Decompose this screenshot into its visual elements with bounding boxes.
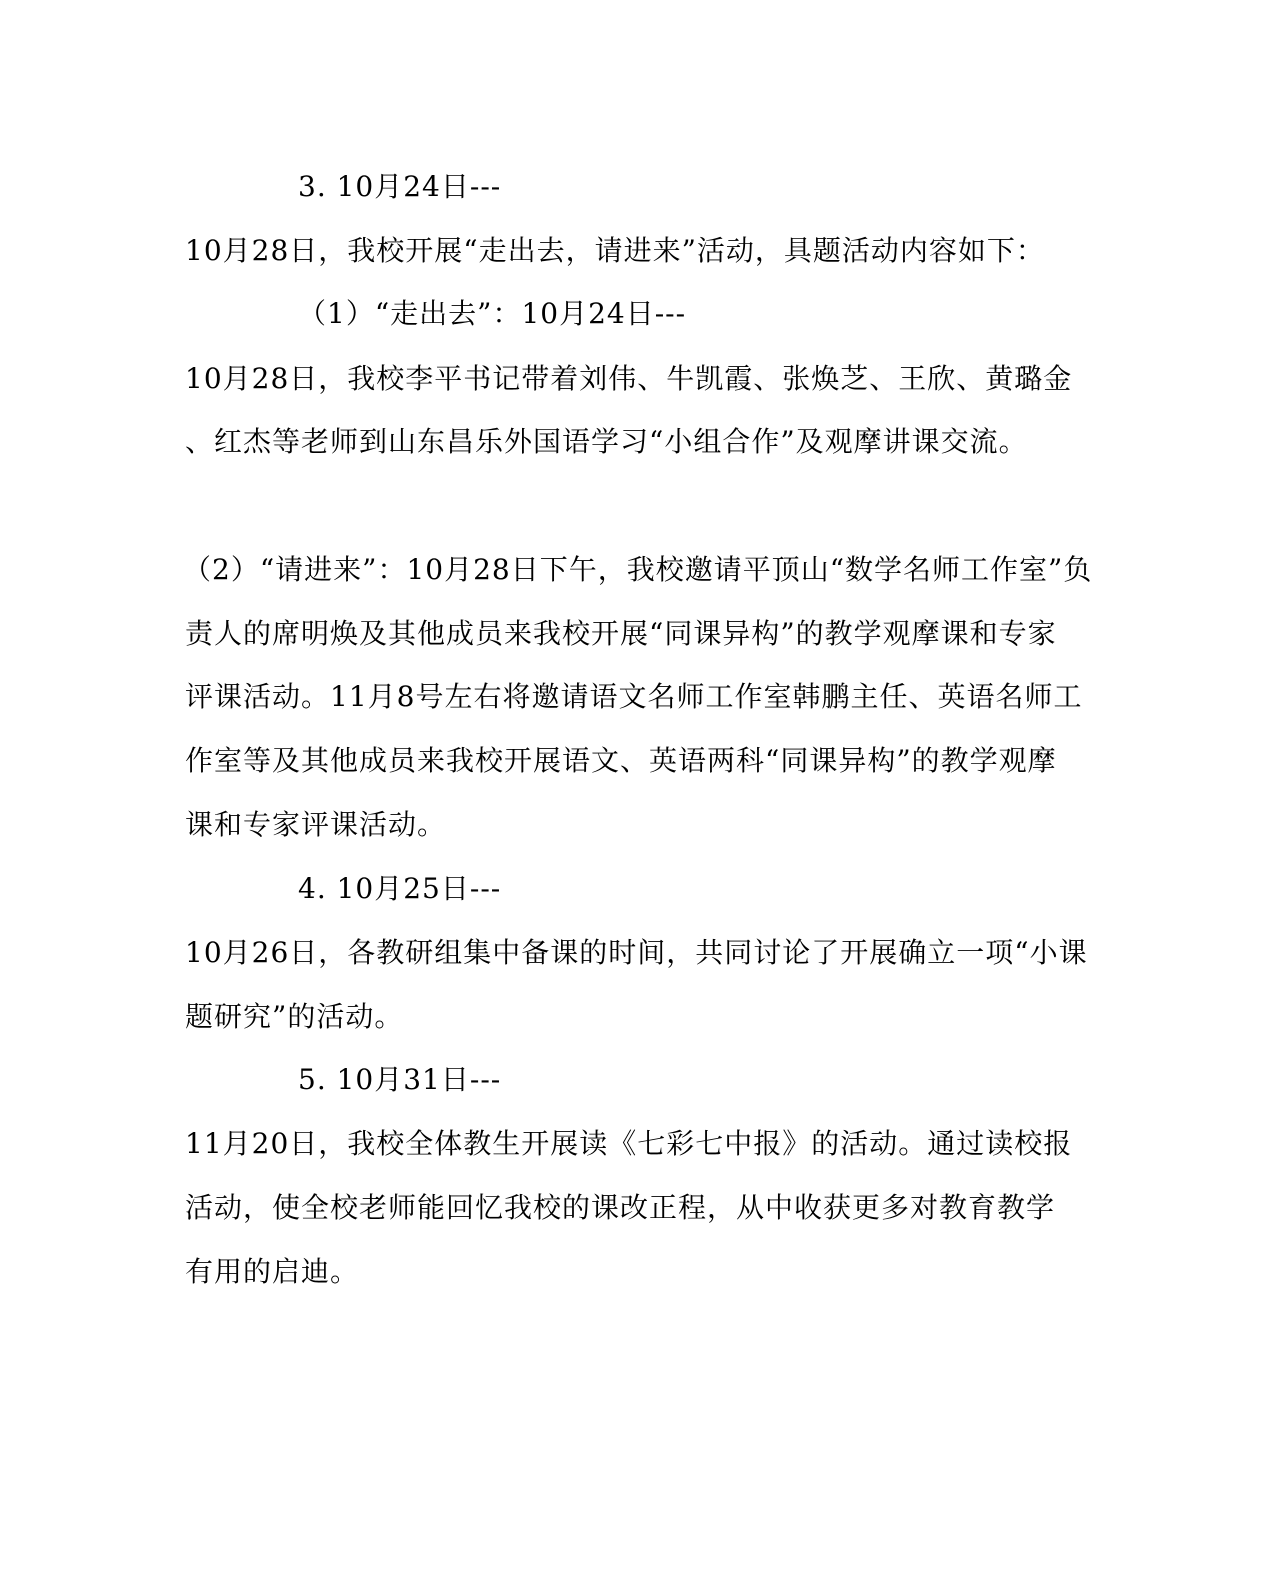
paragraph-line: 11月20日，我校全体教生开展读《七彩七中报》的活动。通过读校报 [185,1127,1073,1160]
subsection-heading-1: （1）“走出去”：10月24日--- [298,297,687,330]
paragraph-line: 有用的启迪。 [185,1255,360,1288]
paragraph-line: 活动，使全校老师能回忆我校的课改正程，从中收获更多对教育教学 [185,1191,1056,1224]
paragraph-line: 题研究”的活动。 [185,1000,404,1033]
paragraph-line: 10月26日，各教研组集中备课的时间，共同讨论了开展确立一项“小课 [185,936,1088,969]
subsection-heading-2: （2）“请进来”：10月28日下午，我校邀请平顶山“数学名师工作室”负 [183,553,1093,586]
section-heading-3: 3. 10月24日--- [298,170,502,203]
paragraph-line: 课和专家评课活动。 [185,808,447,841]
section-heading-5: 5. 10月31日--- [298,1063,502,1096]
paragraph-line: 作室等及其他成员来我校开展语文、英语两科“同课异构”的教学观摩 [185,744,1057,777]
paragraph-line: 、红杰等老师到山东昌乐外国语学习“小组合作”及观摩讲课交流。 [185,425,1028,458]
paragraph-line: 10月28日，我校李平书记带着刘伟、牛凯霞、张焕芝、王欣、黄璐金 [185,362,1073,395]
section-heading-4: 4. 10月25日--- [298,872,502,905]
paragraph-line: 责人的席明焕及其他成员来我校开展“同课异构”的教学观摩课和专家 [185,617,1057,650]
paragraph-line: 评课活动。11月8号左右将邀请语文名师工作室韩鹏主任、英语名师工 [185,680,1083,713]
paragraph-line: 10月28日，我校开展“走出去，请进来”活动，具题活动内容如下： [185,234,1045,267]
